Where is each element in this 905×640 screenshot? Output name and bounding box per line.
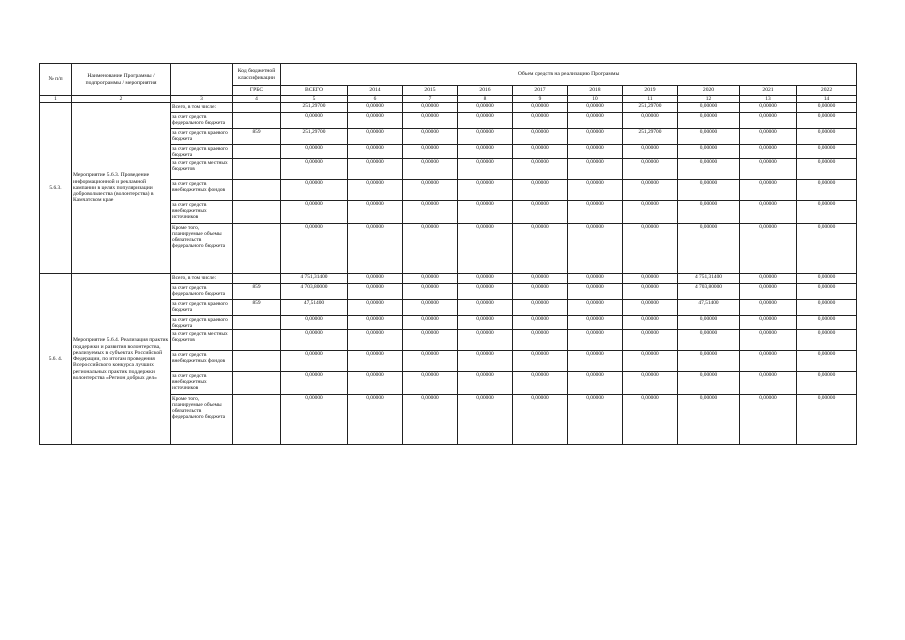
amount-cell: 0,00000: [568, 145, 623, 159]
amount-cell: 0,00000: [513, 351, 568, 372]
amount-cell: 0,00000: [458, 351, 513, 372]
header-num: № п/п: [40, 64, 72, 96]
amount-cell: 0,00000: [623, 316, 678, 330]
funding-source: за счет средств внебюджетных фондов: [171, 351, 233, 372]
funding-source: за счет средств краевого бюджета: [171, 316, 233, 330]
grbs-code: [233, 103, 281, 113]
amount-cell: 47,51400: [678, 300, 740, 316]
amount-cell: 251,29700: [623, 129, 678, 145]
column-number: 2: [72, 96, 171, 103]
amount-cell: 0,00000: [797, 284, 857, 300]
header-year: 2019: [623, 86, 678, 96]
amount-cell: 0,00000: [513, 129, 568, 145]
grbs-code: [233, 330, 281, 351]
amount-cell: 0,00000: [348, 316, 403, 330]
amount-cell: 0,00000: [568, 103, 623, 113]
amount-cell: 0,00000: [513, 224, 568, 274]
header-total: ВСЕГО: [281, 86, 348, 96]
amount-cell: 0,00000: [678, 351, 740, 372]
amount-cell: 0,00000: [623, 224, 678, 274]
amount-cell: 0,00000: [797, 180, 857, 201]
amount-cell: 0,00000: [348, 113, 403, 129]
table-row: [40, 103, 857, 113]
amount-cell: 0,00000: [797, 351, 857, 372]
amount-cell: 0,00000: [348, 372, 403, 395]
amount-cell: 0,00000: [403, 145, 458, 159]
amount-cell: 0,00000: [740, 372, 797, 395]
amount-cell: 0,00000: [797, 330, 857, 351]
column-number: 6: [348, 96, 403, 103]
amount-cell: 0,00000: [458, 316, 513, 330]
column-number: 14: [797, 96, 857, 103]
amount-cell: 0,00000: [348, 395, 403, 445]
amount-cell: 0,00000: [281, 372, 348, 395]
amount-cell: 0,00000: [678, 224, 740, 274]
amount-cell: 0,00000: [740, 395, 797, 445]
amount-cell: 0,00000: [513, 159, 568, 180]
column-number: 13: [740, 96, 797, 103]
amount-cell: 0,00000: [568, 395, 623, 445]
amount-cell: 0,00000: [458, 113, 513, 129]
amount-cell: 0,00000: [403, 180, 458, 201]
amount-cell: 0,00000: [740, 330, 797, 351]
grbs-code: [233, 316, 281, 330]
amount-cell: 0,00000: [797, 129, 857, 145]
amount-cell: 0,00000: [623, 274, 678, 284]
funding-source: Кроме того, планируемые объемы обязательств федерального бюджета: [171, 395, 233, 445]
amount-cell: 0,00000: [678, 113, 740, 129]
amount-cell: 0,00000: [458, 201, 513, 224]
amount-cell: 251,29700: [623, 103, 678, 113]
header-year: 2014: [348, 86, 403, 96]
header-name: Наименование Программы / подпрограммы / мероприятия: [72, 64, 171, 96]
amount-cell: 0,00000: [348, 330, 403, 351]
amount-cell: 0,00000: [623, 351, 678, 372]
funding-source: Всего, в том числе:: [171, 274, 233, 284]
amount-cell: 0,00000: [797, 113, 857, 129]
amount-cell: 0,00000: [403, 372, 458, 395]
funding-source: за счет средств федерального бюджета: [171, 284, 233, 300]
amount-cell: 0,00000: [623, 395, 678, 445]
amount-cell: 0,00000: [568, 113, 623, 129]
amount-cell: 0,00000: [513, 274, 568, 284]
amount-cell: 0,00000: [623, 113, 678, 129]
amount-cell: 0,00000: [513, 201, 568, 224]
amount-cell: 0,00000: [281, 201, 348, 224]
amount-cell: 0,00000: [740, 284, 797, 300]
amount-cell: 0,00000: [403, 351, 458, 372]
budget-table: [39, 63, 857, 445]
amount-cell: 0,00000: [740, 201, 797, 224]
amount-cell: 0,00000: [458, 224, 513, 274]
amount-cell: 0,00000: [513, 395, 568, 445]
amount-cell: 0,00000: [348, 224, 403, 274]
amount-cell: 0,00000: [281, 330, 348, 351]
amount-cell: 0,00000: [281, 316, 348, 330]
amount-cell: 0,00000: [348, 180, 403, 201]
amount-cell: 47,51400: [281, 300, 348, 316]
header-colnums-row: [40, 96, 857, 103]
amount-cell: 4 751,31400: [678, 274, 740, 284]
amount-cell: 0,00000: [403, 201, 458, 224]
amount-cell: 0,00000: [281, 351, 348, 372]
grbs-code: [233, 180, 281, 201]
grbs-code: [233, 351, 281, 372]
amount-cell: 0,00000: [281, 159, 348, 180]
amount-cell: 0,00000: [740, 103, 797, 113]
funding-source: Всего, в том числе:: [171, 103, 233, 113]
amount-cell: 0,00000: [458, 284, 513, 300]
amount-cell: 0,00000: [458, 180, 513, 201]
amount-cell: 0,00000: [458, 372, 513, 395]
grbs-code: [233, 224, 281, 274]
funding-source: Кроме того, планируемые объемы обязательств федерального бюджета: [171, 224, 233, 274]
grbs-code: [233, 395, 281, 445]
amount-cell: 4 703,80000: [678, 284, 740, 300]
amount-cell: 0,00000: [678, 395, 740, 445]
amount-cell: 0,00000: [623, 201, 678, 224]
amount-cell: 0,00000: [740, 159, 797, 180]
amount-cell: 0,00000: [513, 372, 568, 395]
header-year: 2022: [797, 86, 857, 96]
grbs-code: [233, 274, 281, 284]
amount-cell: 0,00000: [797, 201, 857, 224]
amount-cell: 0,00000: [513, 330, 568, 351]
amount-cell: 0,00000: [568, 201, 623, 224]
amount-cell: 0,00000: [678, 180, 740, 201]
funding-source: за счет средств краевого бюджета: [171, 145, 233, 159]
amount-cell: 0,00000: [568, 284, 623, 300]
amount-cell: 0,00000: [458, 129, 513, 145]
amount-cell: 0,00000: [678, 316, 740, 330]
amount-cell: 0,00000: [403, 113, 458, 129]
column-number: 12: [678, 96, 740, 103]
column-number: 11: [623, 96, 678, 103]
grbs-code: [233, 201, 281, 224]
table-row: [40, 274, 857, 284]
column-number: 5: [281, 96, 348, 103]
amount-cell: 0,00000: [568, 300, 623, 316]
column-number: 1: [40, 96, 72, 103]
column-number: 8: [458, 96, 513, 103]
amount-cell: 0,00000: [281, 113, 348, 129]
amount-cell: 0,00000: [568, 316, 623, 330]
amount-cell: 0,00000: [623, 284, 678, 300]
amount-cell: 4 703,80000: [281, 284, 348, 300]
header-year: 2017: [513, 86, 568, 96]
table-body: [40, 103, 857, 445]
column-number: 4: [233, 96, 281, 103]
header-empty: [171, 64, 233, 96]
block-number: 5.6. 4.: [40, 274, 72, 445]
grbs-code: 859: [233, 300, 281, 316]
amount-cell: 0,00000: [797, 316, 857, 330]
funding-source: за счет средств местных бюджетов: [171, 330, 233, 351]
amount-cell: 0,00000: [348, 351, 403, 372]
column-number: 9: [513, 96, 568, 103]
header-year: 2015: [403, 86, 458, 96]
amount-cell: 0,00000: [403, 103, 458, 113]
funding-source: за счет средств краевого бюджета: [171, 300, 233, 316]
amount-cell: 0,00000: [797, 159, 857, 180]
amount-cell: 0,00000: [740, 316, 797, 330]
column-number: 10: [568, 96, 623, 103]
amount-cell: 0,00000: [568, 129, 623, 145]
amount-cell: 0,00000: [403, 129, 458, 145]
amount-cell: 0,00000: [568, 180, 623, 201]
amount-cell: 0,00000: [458, 103, 513, 113]
block-name: Мероприятие 5.6.4. Реализация практик поддержки и развития волонтерства, реализуемых в субъектах Российской Федерации, по итогам проведения Всероссийского конкурса лучших региональных практик поддержки волонтерства «Регион добрых дел»: [72, 274, 171, 445]
header-year: 2021: [740, 86, 797, 96]
amount-cell: 0,00000: [797, 103, 857, 113]
amount-cell: 0,00000: [403, 224, 458, 274]
funding-source: за счет средств внебюджетных источников: [171, 201, 233, 224]
amount-cell: 0,00000: [678, 372, 740, 395]
amount-cell: 0,00000: [678, 330, 740, 351]
amount-cell: 0,00000: [513, 300, 568, 316]
amount-cell: 0,00000: [513, 145, 568, 159]
amount-cell: 0,00000: [281, 224, 348, 274]
column-number: 7: [403, 96, 458, 103]
amount-cell: 0,00000: [740, 224, 797, 274]
amount-cell: 0,00000: [740, 351, 797, 372]
amount-cell: 0,00000: [740, 274, 797, 284]
amount-cell: 0,00000: [740, 129, 797, 145]
amount-cell: 0,00000: [403, 159, 458, 180]
amount-cell: 0,00000: [740, 300, 797, 316]
amount-cell: 0,00000: [513, 113, 568, 129]
header-year: 2016: [458, 86, 513, 96]
amount-cell: 251,29700: [281, 129, 348, 145]
amount-cell: 0,00000: [458, 159, 513, 180]
amount-cell: 0,00000: [740, 145, 797, 159]
amount-cell: 0,00000: [458, 145, 513, 159]
header-kbk: Код бюджетной классификации: [233, 64, 281, 86]
amount-cell: 0,00000: [403, 284, 458, 300]
amount-cell: 0,00000: [568, 274, 623, 284]
amount-cell: 0,00000: [623, 145, 678, 159]
funding-source: за счет средств краевого бюджета: [171, 129, 233, 145]
amount-cell: 0,00000: [568, 159, 623, 180]
amount-cell: 0,00000: [348, 103, 403, 113]
amount-cell: 0,00000: [623, 180, 678, 201]
amount-cell: 0,00000: [568, 351, 623, 372]
amount-cell: 0,00000: [348, 145, 403, 159]
header-volume: Объем средств на реализацию Программы: [281, 64, 857, 86]
grbs-code: 859: [233, 129, 281, 145]
amount-cell: 0,00000: [348, 274, 403, 284]
amount-cell: 0,00000: [678, 145, 740, 159]
amount-cell: 0,00000: [623, 159, 678, 180]
amount-cell: 0,00000: [348, 129, 403, 145]
funding-source: за счет средств местных бюджетов: [171, 159, 233, 180]
column-number: 3: [171, 96, 233, 103]
amount-cell: 0,00000: [513, 316, 568, 330]
funding-source: за счет средств внебюджетных источников: [171, 372, 233, 395]
amount-cell: 0,00000: [348, 159, 403, 180]
amount-cell: 0,00000: [797, 274, 857, 284]
amount-cell: 0,00000: [281, 180, 348, 201]
amount-cell: 0,00000: [623, 330, 678, 351]
grbs-code: [233, 145, 281, 159]
amount-cell: 0,00000: [568, 224, 623, 274]
amount-cell: 0,00000: [797, 300, 857, 316]
amount-cell: 0,00000: [740, 180, 797, 201]
amount-cell: 0,00000: [403, 274, 458, 284]
grbs-code: [233, 372, 281, 395]
header-year: 2020: [678, 86, 740, 96]
amount-cell: 0,00000: [458, 300, 513, 316]
amount-cell: 0,00000: [348, 201, 403, 224]
amount-cell: 0,00000: [281, 395, 348, 445]
grbs-code: [233, 113, 281, 129]
amount-cell: 0,00000: [678, 129, 740, 145]
amount-cell: 0,00000: [797, 224, 857, 274]
amount-cell: 0,00000: [458, 395, 513, 445]
amount-cell: 0,00000: [568, 372, 623, 395]
amount-cell: 0,00000: [678, 103, 740, 113]
amount-cell: 251,29700: [281, 103, 348, 113]
funding-source: за счет средств внебюджетных фондов: [171, 180, 233, 201]
amount-cell: 0,00000: [403, 330, 458, 351]
funding-source: за счет средств федерального бюджета: [171, 113, 233, 129]
block-name: Мероприятие 5.6.3. Проведение информационной и рекламной кампании в целях популяризации добровольчества (волонтерства) в Камчатском крае: [72, 103, 171, 274]
header-grbs: ГРБС: [233, 86, 281, 96]
amount-cell: 0,00000: [623, 300, 678, 316]
amount-cell: 0,00000: [403, 300, 458, 316]
amount-cell: 0,00000: [623, 372, 678, 395]
amount-cell: 0,00000: [513, 284, 568, 300]
amount-cell: 0,00000: [513, 180, 568, 201]
amount-cell: 0,00000: [403, 316, 458, 330]
amount-cell: 0,00000: [678, 201, 740, 224]
grbs-code: 859: [233, 284, 281, 300]
amount-cell: 0,00000: [678, 159, 740, 180]
amount-cell: 0,00000: [458, 330, 513, 351]
amount-cell: 0,00000: [797, 145, 857, 159]
amount-cell: 0,00000: [281, 145, 348, 159]
header-year: 2018: [568, 86, 623, 96]
grbs-code: [233, 159, 281, 180]
amount-cell: 0,00000: [797, 372, 857, 395]
amount-cell: 0,00000: [513, 103, 568, 113]
amount-cell: 0,00000: [458, 274, 513, 284]
amount-cell: 0,00000: [568, 330, 623, 351]
block-number: 5.6.3.: [40, 103, 72, 274]
amount-cell: 0,00000: [348, 300, 403, 316]
amount-cell: 4 751,31400: [281, 274, 348, 284]
amount-cell: 0,00000: [403, 395, 458, 445]
amount-cell: 0,00000: [797, 395, 857, 445]
amount-cell: 0,00000: [740, 113, 797, 129]
amount-cell: 0,00000: [348, 284, 403, 300]
